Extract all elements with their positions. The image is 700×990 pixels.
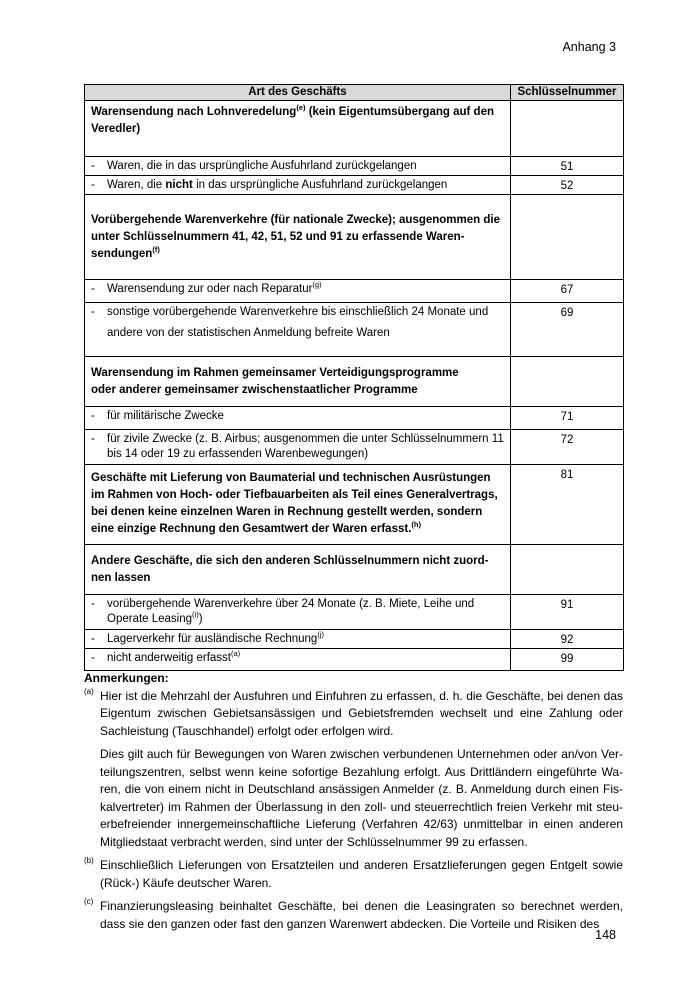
row-label: vorübergehende Warenverkehre über 24 Monate (z. B. Miete, Leihe und Operate Leasing$^{(i)}$)	[107, 598, 475, 625]
table-row: - Warensendung zur oder nach Reparatur$^{(g)}$ 67	[85, 280, 624, 303]
note-paragraph: Dies gilt auch für Bewegungen von Waren zwischen verbundenen Unternehmen oder an/von Verteilungszentren, selbst wenn keine sofortige Bezahlung erfolgt. Aus Drittländern eingeführte Waren, die von einem nicht in Deutschland ansässigen Anmelder (z. B. Anmeldung durch einen Fiskalvertreter) im Rahmen der Überlassung in den zoll- und steuerrechtlich freien Verkehr mit steuerbefreiender innergemeinschaftliche Lieferung (Verfahren 42/63) unmittelbar in einen anderen Mitgliedstaat verbracht werden, sind unter der Schlüsselnummer 99 zu erfassen.	[100, 747, 623, 849]
page-header-label: Anhang 3	[562, 40, 616, 54]
key-number: 81	[511, 465, 624, 545]
key-number: 69	[511, 303, 624, 357]
key-number: 72	[511, 430, 624, 465]
section-row	[85, 465, 624, 545]
section-row	[85, 101, 624, 157]
page-number: 148	[595, 928, 616, 942]
section-row	[85, 357, 624, 407]
table-row: - sonstige vorübergehende Warenverkehre bis einschließlich 24 Monate und andere von der statistischen Anmeldung befreite Waren 69	[85, 303, 624, 357]
row-label: für zivile Zwecke (z. B. Airbus; ausgenommen die unter Schlüsselnummern 11 bis 14 oder 19 zu erfassenden Warenbewegungen)	[107, 433, 504, 460]
column-header-type: Art des Geschäfts	[85, 85, 511, 101]
note-paragraph: Hier ist die Mehrzahl der Ausfuhren und Einfuhren zu erfassen, d. h. die Geschäfte, bei denen das Eigentum zwischen Gebietsansässigen und Gebietsfremden wechselt und eine Zahlung oder Sachleistung (Tauschhandel) erfolgt oder erfolgen wird.	[100, 688, 623, 738]
section-label: Vorübergehende Warenverkehre (für nationale Zwecke); ausgenommen die unter Schlüsselnummern 41, 42, 51, 52 und 91 zu erfassende Warensendungen$^{(f)}$	[85, 195, 511, 280]
section-row	[85, 195, 624, 280]
note-a	[84, 688, 623, 852]
table-row: - Lagerverkehr für ausländische Rechnung$^{(j)}$ 92	[85, 630, 624, 649]
key-number: 92	[511, 630, 624, 649]
row-label: Waren, die nicht in das ursprüngliche Ausfuhrland zurückgelangen	[107, 179, 448, 191]
key-number: 52	[511, 176, 624, 195]
table-row: - für zivile Zwecke (z. B. Airbus; ausgenommen die unter Schlüsselnummern 11 bis 14 oder 19 zu erfassenden Warenbewegungen) 72	[85, 430, 624, 465]
key-number: 91	[511, 595, 624, 630]
row-label: Lagerverkehr für ausländische Rechnung$^{(j)}$	[107, 630, 324, 645]
row-label: Warensendung zur oder nach Reparatur$^{(g)}$	[107, 280, 322, 295]
table-row: - vorübergehende Warenverkehre über 24 Monate (z. B. Miete, Leihe und Operate Leasing$^{(i)}$) 91	[85, 595, 624, 630]
note-marker: (b)	[84, 856, 94, 865]
table-header-row	[85, 85, 624, 101]
key-number: 67	[511, 280, 624, 303]
column-header-key: Schlüsselnummer	[511, 85, 624, 101]
note-paragraph: Einschließlich Lieferungen von Ersatzteilen und anderen Ersatzlieferungen gegen Entgelt sowie (Rück-) Käufe deutscher Waren.	[100, 858, 623, 890]
key-number: 71	[511, 407, 624, 430]
key-number: 99	[511, 649, 624, 671]
table-row: - Waren, die in das ursprüngliche Ausfuhrland zurückgelangen 51	[85, 157, 624, 176]
section-row	[85, 545, 624, 595]
table-row: - nicht anderweitig erfasst$^{(a)}$ 99	[85, 649, 624, 671]
note-marker: (c)	[84, 897, 94, 906]
note-paragraph: Finanzierungsleasing beinhaltet Geschäfte, bei denen die Leasingraten so berechnet werden, dass sie den ganzen oder fast den ganzen Warenwert abdecken. Die Vorteile und Risiken des	[100, 899, 623, 931]
row-label: für militärische Zwecke	[107, 410, 224, 422]
notes-section	[84, 670, 623, 939]
row-label: sonstige vorübergehende Warenverkehre bis einschließlich 24 Monate und andere von der statistischen Anmeldung befreite Waren	[107, 306, 489, 339]
table-row: - Waren, die nicht in das ursprüngliche Ausfuhrland zurückgelangen 52	[85, 176, 624, 195]
notes-title: Anmerkungen:	[84, 671, 169, 685]
note-c	[84, 898, 623, 933]
key-number: 51	[511, 157, 624, 176]
row-label: Waren, die in das ursprüngliche Ausfuhrland zurückgelangen	[107, 160, 417, 172]
section-label: Warensendung nach Lohnveredelung$^{(e)}$ (kein Eigentumsübergang auf den Veredler)	[85, 101, 511, 157]
note-marker: (a)	[84, 686, 94, 696]
section-label: Geschäfte mit Lieferung von Baumaterial und technischen Ausrüstungen im Rahmen von Hoch- oder Tiefbauarbeiten als Teil eines Generalvertrags, bei denen keine einzelnen Waren in Rechnung gestellt werden, sondern eine einzige Rechnung den Gesamtwert der Waren erfasst.$^{(h)}$	[85, 465, 511, 545]
section-label: Warensendung im Rahmen gemeinsamer Verteidigungsprogramme oder anderer gemeinsamer zwischenstaatlicher Programme	[85, 357, 511, 407]
business-type-table	[84, 84, 624, 671]
section-label: Andere Geschäfte, die sich den anderen Schlüsselnummern nicht zuordnen lassen	[85, 545, 511, 595]
row-label: nicht anderweitig erfasst$^{(a)}$	[107, 649, 241, 664]
note-b	[84, 857, 623, 892]
table-row: - für militärische Zwecke 71	[85, 407, 624, 430]
